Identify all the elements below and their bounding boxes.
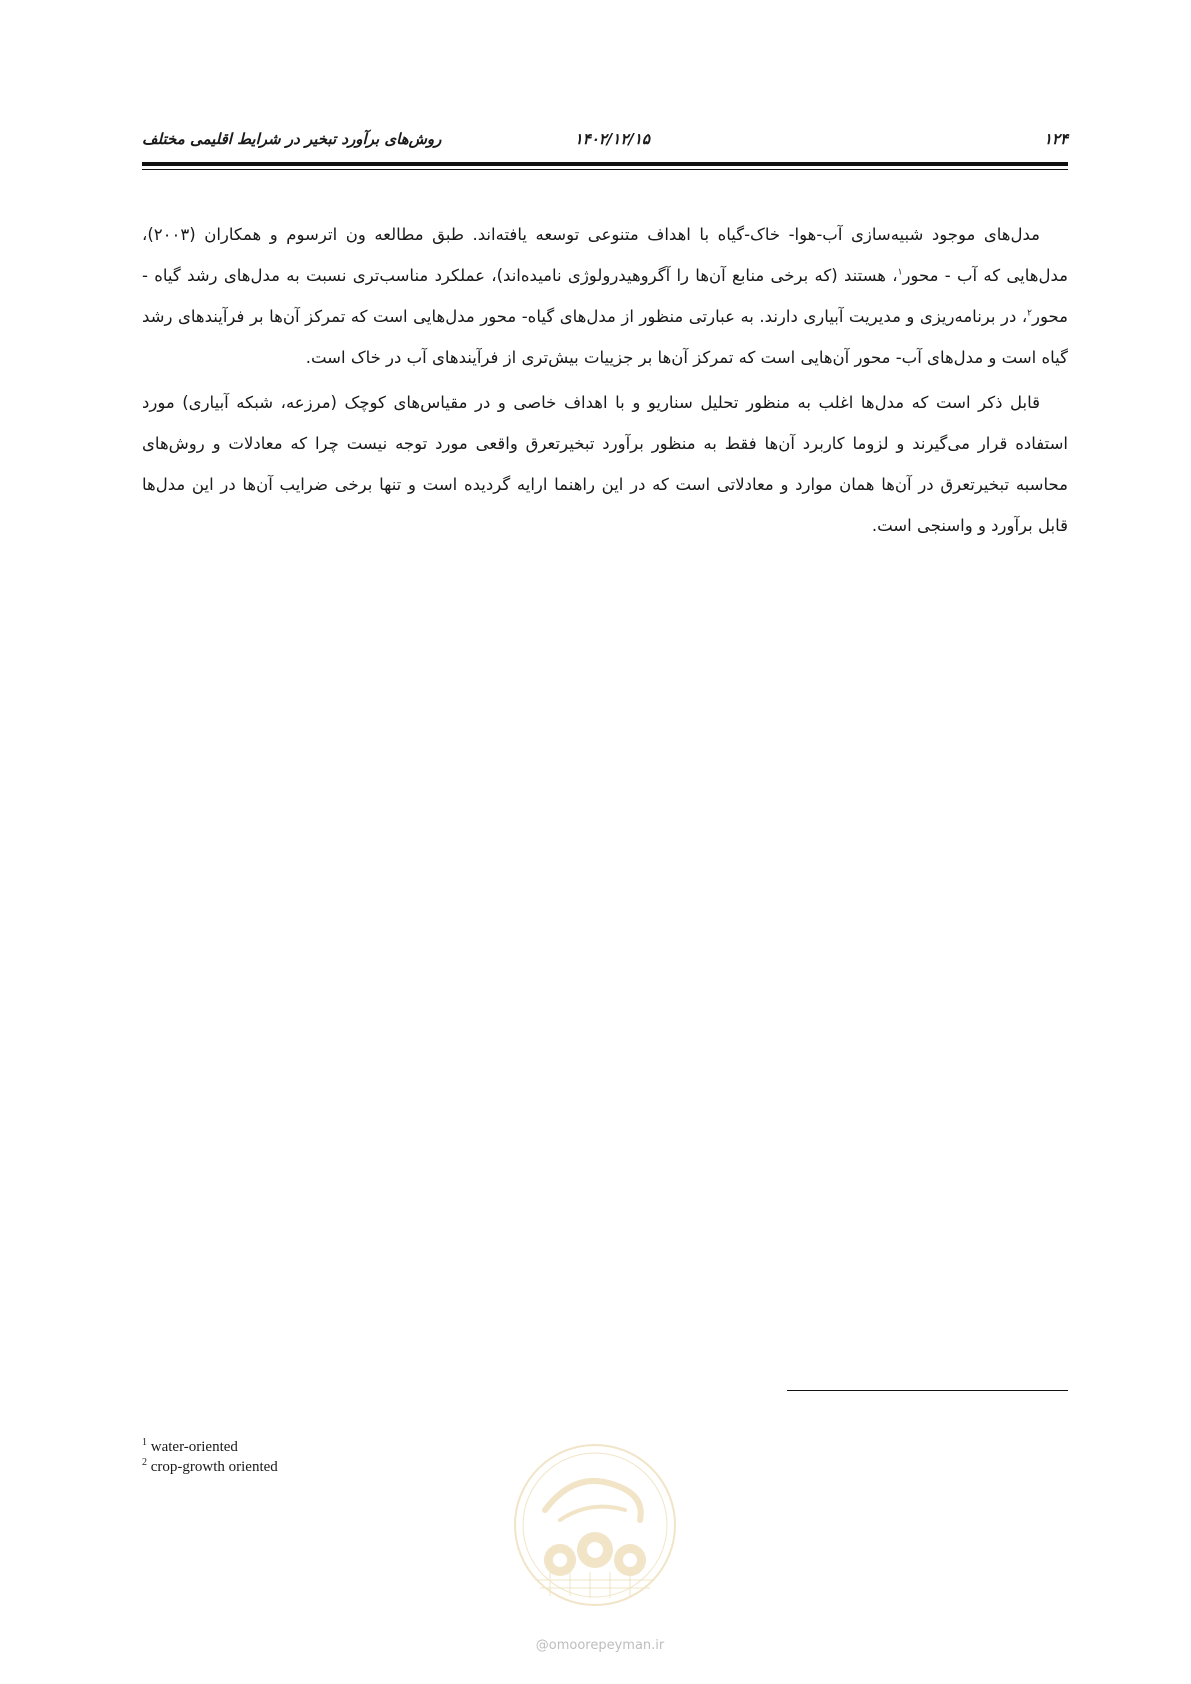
paragraph-1 [142, 214, 1068, 378]
watermark-caption: @omoorepeyman.ir [535, 1638, 665, 1653]
running-header [142, 128, 1068, 156]
footnote-2 [142, 1457, 278, 1477]
footnote-separator [787, 1390, 1068, 1391]
footnote-1 [142, 1437, 278, 1457]
paragraph-2: قابل ذکر است که مدل‌ها اغلب به منظور تحلیل سناریو و با اهداف خاصی و در مقیاس‌های کوچک (مرزعه، شبکه آبیاری) مورد استفاده قرار می‌گیرند و لزوما کاربرد آن‌ها فقط به منظور برآورد تبخیرتعرق واقعی مورد توجه نیست چرا که معادلات و روش‌های محاسبه تبخیرتعرق در آن‌ها همان موارد و معادلاتی است که در این راهنما ارایه گردیده است و تنها برخی ضرایب آن‌ها در این مدل‌ها قابل برآورد و واسنجی است. [142, 393, 1068, 535]
header-rule [142, 162, 1068, 166]
paragraph-1-part-1: مدل‌های موجود شبیه‌سازی آب-هوا- خاک-گیاه با اهداف متنوعی توسعه یافته‌اند. طبق مطالعه ون اترسوم و همکاران (۲۰۰۳)، مدل‌هایی که آب - محور [142, 225, 1068, 285]
header-rule-thin [142, 169, 1068, 170]
footnote-1-text: water-oriented [150, 1439, 238, 1455]
watermark-logo [505, 1440, 685, 1610]
footnote-2-text: crop-growth oriented [150, 1459, 278, 1475]
header-title: روش‌های برآورد تبخیر در شرایط اقلیمی مختلف [142, 130, 442, 148]
footnote-1-number: 1 [142, 1437, 147, 1448]
footnotes [142, 1437, 278, 1477]
paragraph-1-part-2: ، هستند (که برخی منابع آن‌ها را آگروهیدرولوژی نامیده‌اند)، عملکرد مناسب‌تری نسبت به مدل‌های رشد گیاه - محور [142, 266, 1068, 326]
footnote-ref-1[interactable]: ۱ [897, 267, 903, 278]
paragraph-1-part-3: ، در برنامه‌ریزی و مدیریت آبیاری دارند. به عبارتی منظور از مدل‌های گیاه- محور مدل‌هایی است که تمرکز آن‌ها بر فرآیندهای رشد گیاه است و مدل‌های آب- محور آن‌هایی است که تمرکز آن‌ها بر جزییات بیش‌تری از فرآیندهای آب در خاک است. [142, 307, 1068, 367]
header-date: ۱۴۰۲/۱۲/۱۵ [574, 130, 650, 148]
page-number: ۱۲۴ [1043, 130, 1068, 148]
footnote-ref-2[interactable]: ۲ [1027, 308, 1033, 319]
body-text [142, 214, 1068, 550]
footnote-2-number: 2 [142, 1457, 147, 1468]
